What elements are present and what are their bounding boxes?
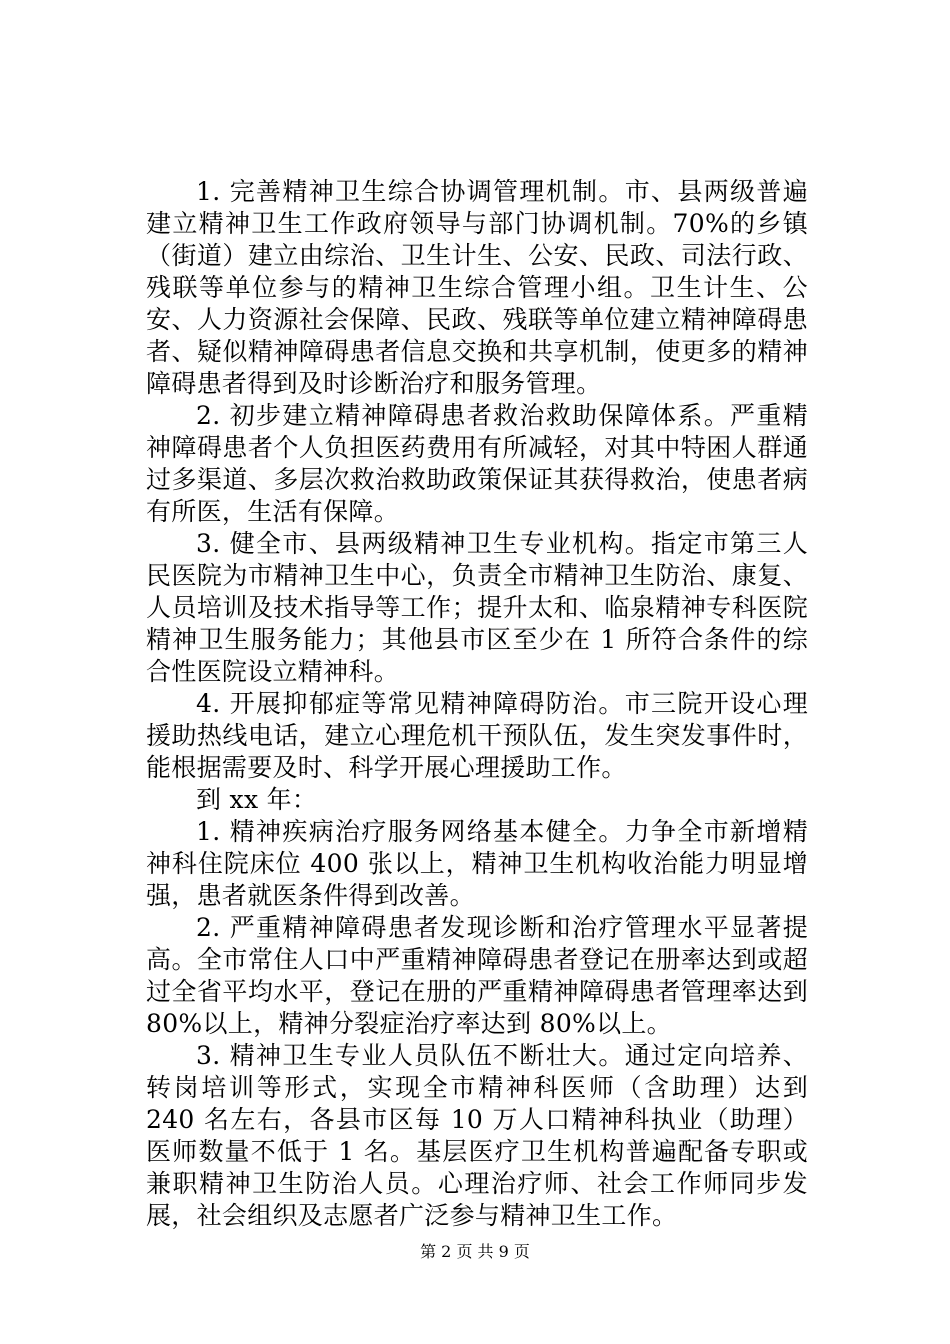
body-text [146, 176, 808, 1232]
paragraph-4: 4. 开展抑郁症等常见精神障碍防治。市三院开设心理援助热线电话，建立心理危机干预队伍，发生突发事件时，能根据需要及时、科学开展心理援助工作。 [146, 689, 808, 782]
paragraph-2: 2. 初步建立精神障碍患者救治救助保障体系。严重精神障碍患者个人负担医药费用有所减轻，对其中特困人群通过多渠道、多层次救治救助政策保证其获得救治，使患者病有所医，生活有保障。 [146, 401, 808, 526]
paragraph-8: 3. 精神卫生专业人员队伍不断壮大。通过定向培养、转岗培训等形式，实现全市精神科医师（含助理）达到 240 名左右，各县市区每 10 万人口精神科执业（助理）医师数量不低于 1 名。基层医疗卫生机构普遍配备专职或兼职精神卫生防治人员。心理治疗师、社会工作师同步发展，社会组织及志愿者广泛参与精神卫生工作。 [146, 1041, 808, 1230]
paragraph-7: 2. 严重精神障碍患者发现诊断和治疗管理水平显著提高。全市常住人口中严重精神障碍患者登记在册率达到或超过全省平均水平，登记在册的严重精神障碍患者管理率达到 80%以上，精神分裂症治疗率达到 80%以上。 [146, 913, 808, 1038]
paragraph-3: 3. 健全市、县两级精神卫生专业机构。指定市第三人民医院为市精神卫生中心，负责全市精神卫生防治、康复、人员培训及技术指导等工作；提升太和、临泉精神专科医院精神卫生服务能力；其他县市区至少在 1 所符合条件的综合性医院设立精神科。 [146, 529, 808, 686]
paragraph-5: 到 xx 年： [196, 785, 318, 814]
paragraph-6: 1. 精神疾病治疗服务网络基本健全。力争全市新增精神科住院床位 400 张以上，精神卫生机构收治能力明显增强，患者就医条件得到改善。 [146, 817, 808, 910]
page-footer: 第 2 页 共 9 页 [420, 1242, 530, 1261]
paragraph-1: 1. 完善精神卫生综合协调管理机制。市、县两级普遍建立精神卫生工作政府领导与部门协调机制。70%的乡镇（街道）建立由综治、卫生计生、公安、民政、司法行政、残联等单位参与的精神卫生综合管理小组。卫生计生、公安、人力资源社会保障、民政、残联等单位建立精神障碍患者、疑似精神障碍患者信息交换和共享机制，使更多的精神障碍患者得到及时诊断治疗和服务管理。 [146, 177, 808, 398]
